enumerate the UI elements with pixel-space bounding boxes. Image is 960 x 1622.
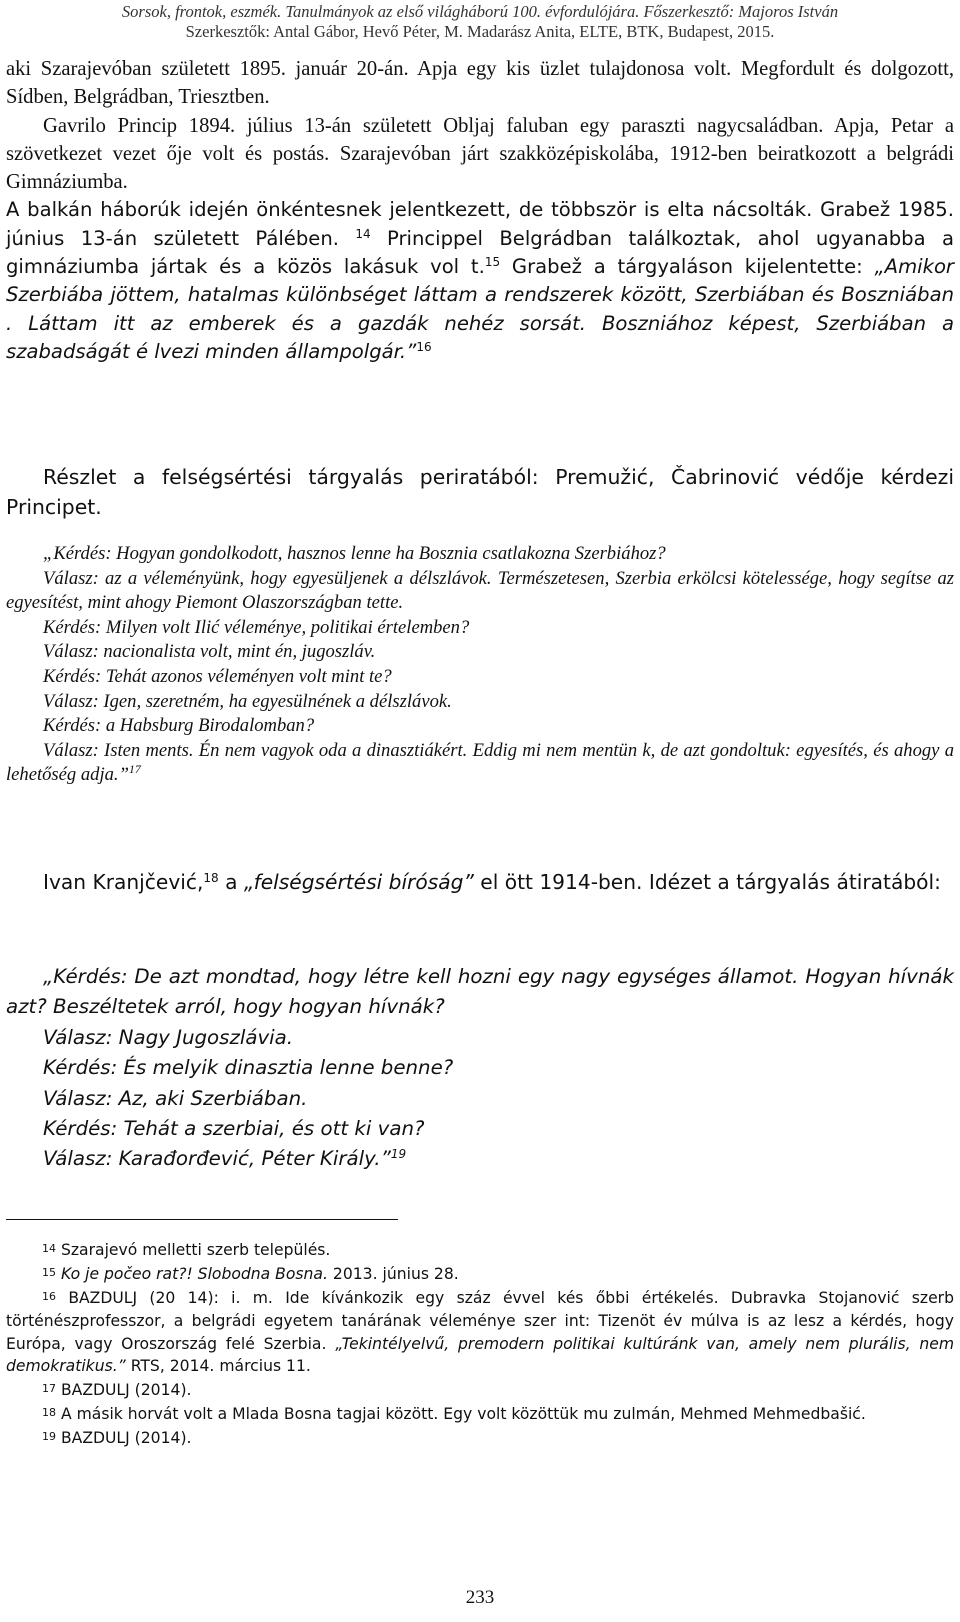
kranjcevic-mid: a: [218, 870, 244, 894]
quote1-line-4: Válasz: nacionalista volt, mint én, jugoszláv.: [43, 641, 376, 663]
footnote-14-text: Szarajevó melletti szerb település.: [56, 1241, 331, 1259]
quote1-line-3: Kérdés: Milyen volt Ilić véleménye, politikai értelemben?: [43, 616, 470, 638]
footnote-14-number: 14: [42, 1242, 56, 1255]
footnote-15-number: 15: [42, 1265, 56, 1279]
footnote-16: [6, 1287, 954, 1378]
paragraph-premuzic: Részlet a felségsértési tárgyalás periratából: Premužić, Čabrinović védője kérdezi Principet.: [6, 465, 954, 519]
footnote-ref-17[interactable]: 17: [128, 762, 141, 777]
quote2-line-5: Kérdés: Tehát a szerbiai, és ott ki van?: [43, 1117, 425, 1141]
princippel-text: Princippel Belgrádban találkoztak, ahol ugyanabba a gimnáziumba jártak és a közös lakásuk vol t.: [6, 226, 954, 279]
kranjcevic-prefix: Ivan Kranjčević,: [43, 870, 204, 894]
header-line-2: Szerkesztők: Antal Gábor, Hevő Péter, M. Madarász Anita, ELTE, BTK, Budapest, 2015.: [185, 22, 775, 41]
court-name: „felségsértési bíróság”: [243, 870, 474, 894]
footnote-separator: [6, 1219, 398, 1220]
footnote-16-tail: RTS, 2014. március 11.: [125, 1357, 311, 1376]
footnote-14: [6, 1239, 954, 1262]
balkan-war-text: A balkán háborúk idején önkéntesnek jelentkezett, de többször is elta nácsolták. Grabež 1985. június 13-án született Pálében.: [6, 198, 954, 250]
footnote-16-text: BAZDULJ (20 14): i. m. Ide kívánkozik egy száz évvel kés őbbi értékelés. Dubravka Stojanović szerb történészprofesszor, a belgrádi egyetem tanárának véleménye szer int: Tizenöt év múlva is az lesz a kérdés, hogy Európa, vagy Oroszország felé Szerbia.: [6, 1288, 954, 1353]
quote1-line-7: Kérdés: a Habsburg Birodalomban?: [43, 715, 315, 737]
footnote-18-number: 18: [42, 1406, 56, 1420]
grabez-quote: „Amikor Szerbiába jöttem, hatalmas különbséget láttam a rendszerek között, Szerbiában és Boszniában . Láttam itt az emberek és a gazdák nehéz sorsát. Boszniához képest, Szerbiában a szabadságát é lvezi minden állampolgár.”: [6, 255, 954, 363]
quote2-line-6-text: Válasz: Karađorđević, Péter Király.”: [43, 1147, 391, 1171]
main-paragraph-3: [6, 867, 954, 898]
footnote-17: [6, 1379, 954, 1402]
footnote-18: [6, 1403, 954, 1426]
main-paragraph-2: [6, 462, 954, 522]
quote2-line-2: Válasz: Nagy Jugoszlávia.: [43, 1025, 294, 1049]
quote2-line-4: Válasz: Az, aki Szerbiában.: [43, 1086, 308, 1110]
footnote-15-source: Ko je počeo rat?! Slobodna Bosna.: [56, 1264, 328, 1283]
quote2-line-6: [6, 1144, 954, 1174]
quote1-line-8-text: Válasz: Isten ments. Én nem vagyok oda a dinasztiákért. Eddig mi nem mentün k, de azt gondoltuk: egyesítés, és ahogy a lehetőség adja.”: [6, 739, 954, 786]
footnote-ref-19[interactable]: 19: [390, 1147, 407, 1162]
footnote-15-text: 2013. június 28.: [327, 1264, 459, 1283]
trial-quote-princip: [6, 542, 954, 788]
paragraph-grabez: [6, 196, 954, 366]
footnote-ref-14[interactable]: 14: [355, 226, 371, 241]
quote1-line-5: Kérdés: Tehát azonos véleményen volt mint te?: [43, 665, 392, 687]
page-number: 233: [465, 1587, 495, 1608]
footnote-17-number: 17: [42, 1382, 56, 1396]
footnote-17-text: BAZDULJ (2014).: [56, 1381, 192, 1400]
footnote-16-quote: „Tekintélyelvű, premodern politikai kultúránk van, amely nem plurális, nem demokratikus.”: [6, 1334, 955, 1376]
quote1-line-6: Válasz: Igen, szeretném, ha egyesülnének a délszlávok.: [43, 690, 452, 712]
footnotes: [6, 1239, 954, 1451]
header-line-1: Sorsok, frontok, eszmék. Tanulmányok az első világháború 100. évfordulójára. Főszerkesztő: Majoros István: [121, 2, 839, 21]
quote1-line-2: Válasz: az a véleményünk, hogy egyesüljenek a délszlávok. Természetesen, Szerbia erkölcsi kötelessége, hogy segítse az egyesítést, mint ahogy Piemont Olaszországban tette.: [6, 567, 954, 614]
quote2-line-1: „Kérdés: De azt mondtad, hogy létre kell hozni egy nagy egységes államot. Hogyan hívnák azt? Beszéltetek arról, hogy hogyan hívnák?: [6, 965, 954, 1019]
trial-quote-kranjcevic: [6, 962, 954, 1175]
grabez-intro: Grabež a tárgyaláson kijelentette:: [511, 255, 875, 279]
quote1-line-8: [6, 739, 954, 788]
kranjcevic-suffix: el ött 1914-ben. Idézet a tárgyalás átiratából:: [473, 870, 941, 894]
paragraph-kranjcevic: [6, 867, 954, 898]
running-header: [40, 2, 920, 42]
main-paragraph-1: [6, 55, 954, 366]
footnote-ref-15[interactable]: 15: [484, 255, 501, 270]
footnote-ref-16[interactable]: 16: [416, 339, 432, 354]
quote1-line-1: „Kérdés: Hogyan gondolkodott, hasznos lenne ha Bosznia csatlakozna Szerbiához?: [43, 543, 666, 564]
footnote-ref-18[interactable]: 18: [203, 871, 219, 885]
paragraph-gavrilo: Gavrilo Princip 1894. július 13-án született Obljaj faluban egy paraszti nagycsaládban. Apja, Petar a szövetkezet vezet ője volt és postás. Szarajevóban járt szakközépiskolába, 1912-ben beiratkozott a belgrádi Gimnáziumba.: [6, 114, 954, 194]
footnote-19-text: BAZDULJ (2014).: [56, 1429, 192, 1448]
footnote-16-number: 16: [42, 1289, 56, 1303]
paragraph-serif: aki Szarajevóban született 1895. január 20-án. Apja egy kis üzlet tulajdonosa volt. Megfordult és dolgozott, Sídben, Belgrádban, Triesztben.: [6, 58, 954, 109]
footnote-15: [6, 1263, 954, 1286]
footnote-19: [6, 1427, 954, 1450]
footnote-19-number: 19: [42, 1430, 56, 1444]
quote2-line-3: Kérdés: És melyik dinasztia lenne benne?: [43, 1056, 454, 1080]
footnote-18-text: A másik horvát volt a Mlada Bosna tagjai között. Egy volt közöttük mu zulmán, Mehmed Mehmedbašić.: [56, 1405, 866, 1424]
